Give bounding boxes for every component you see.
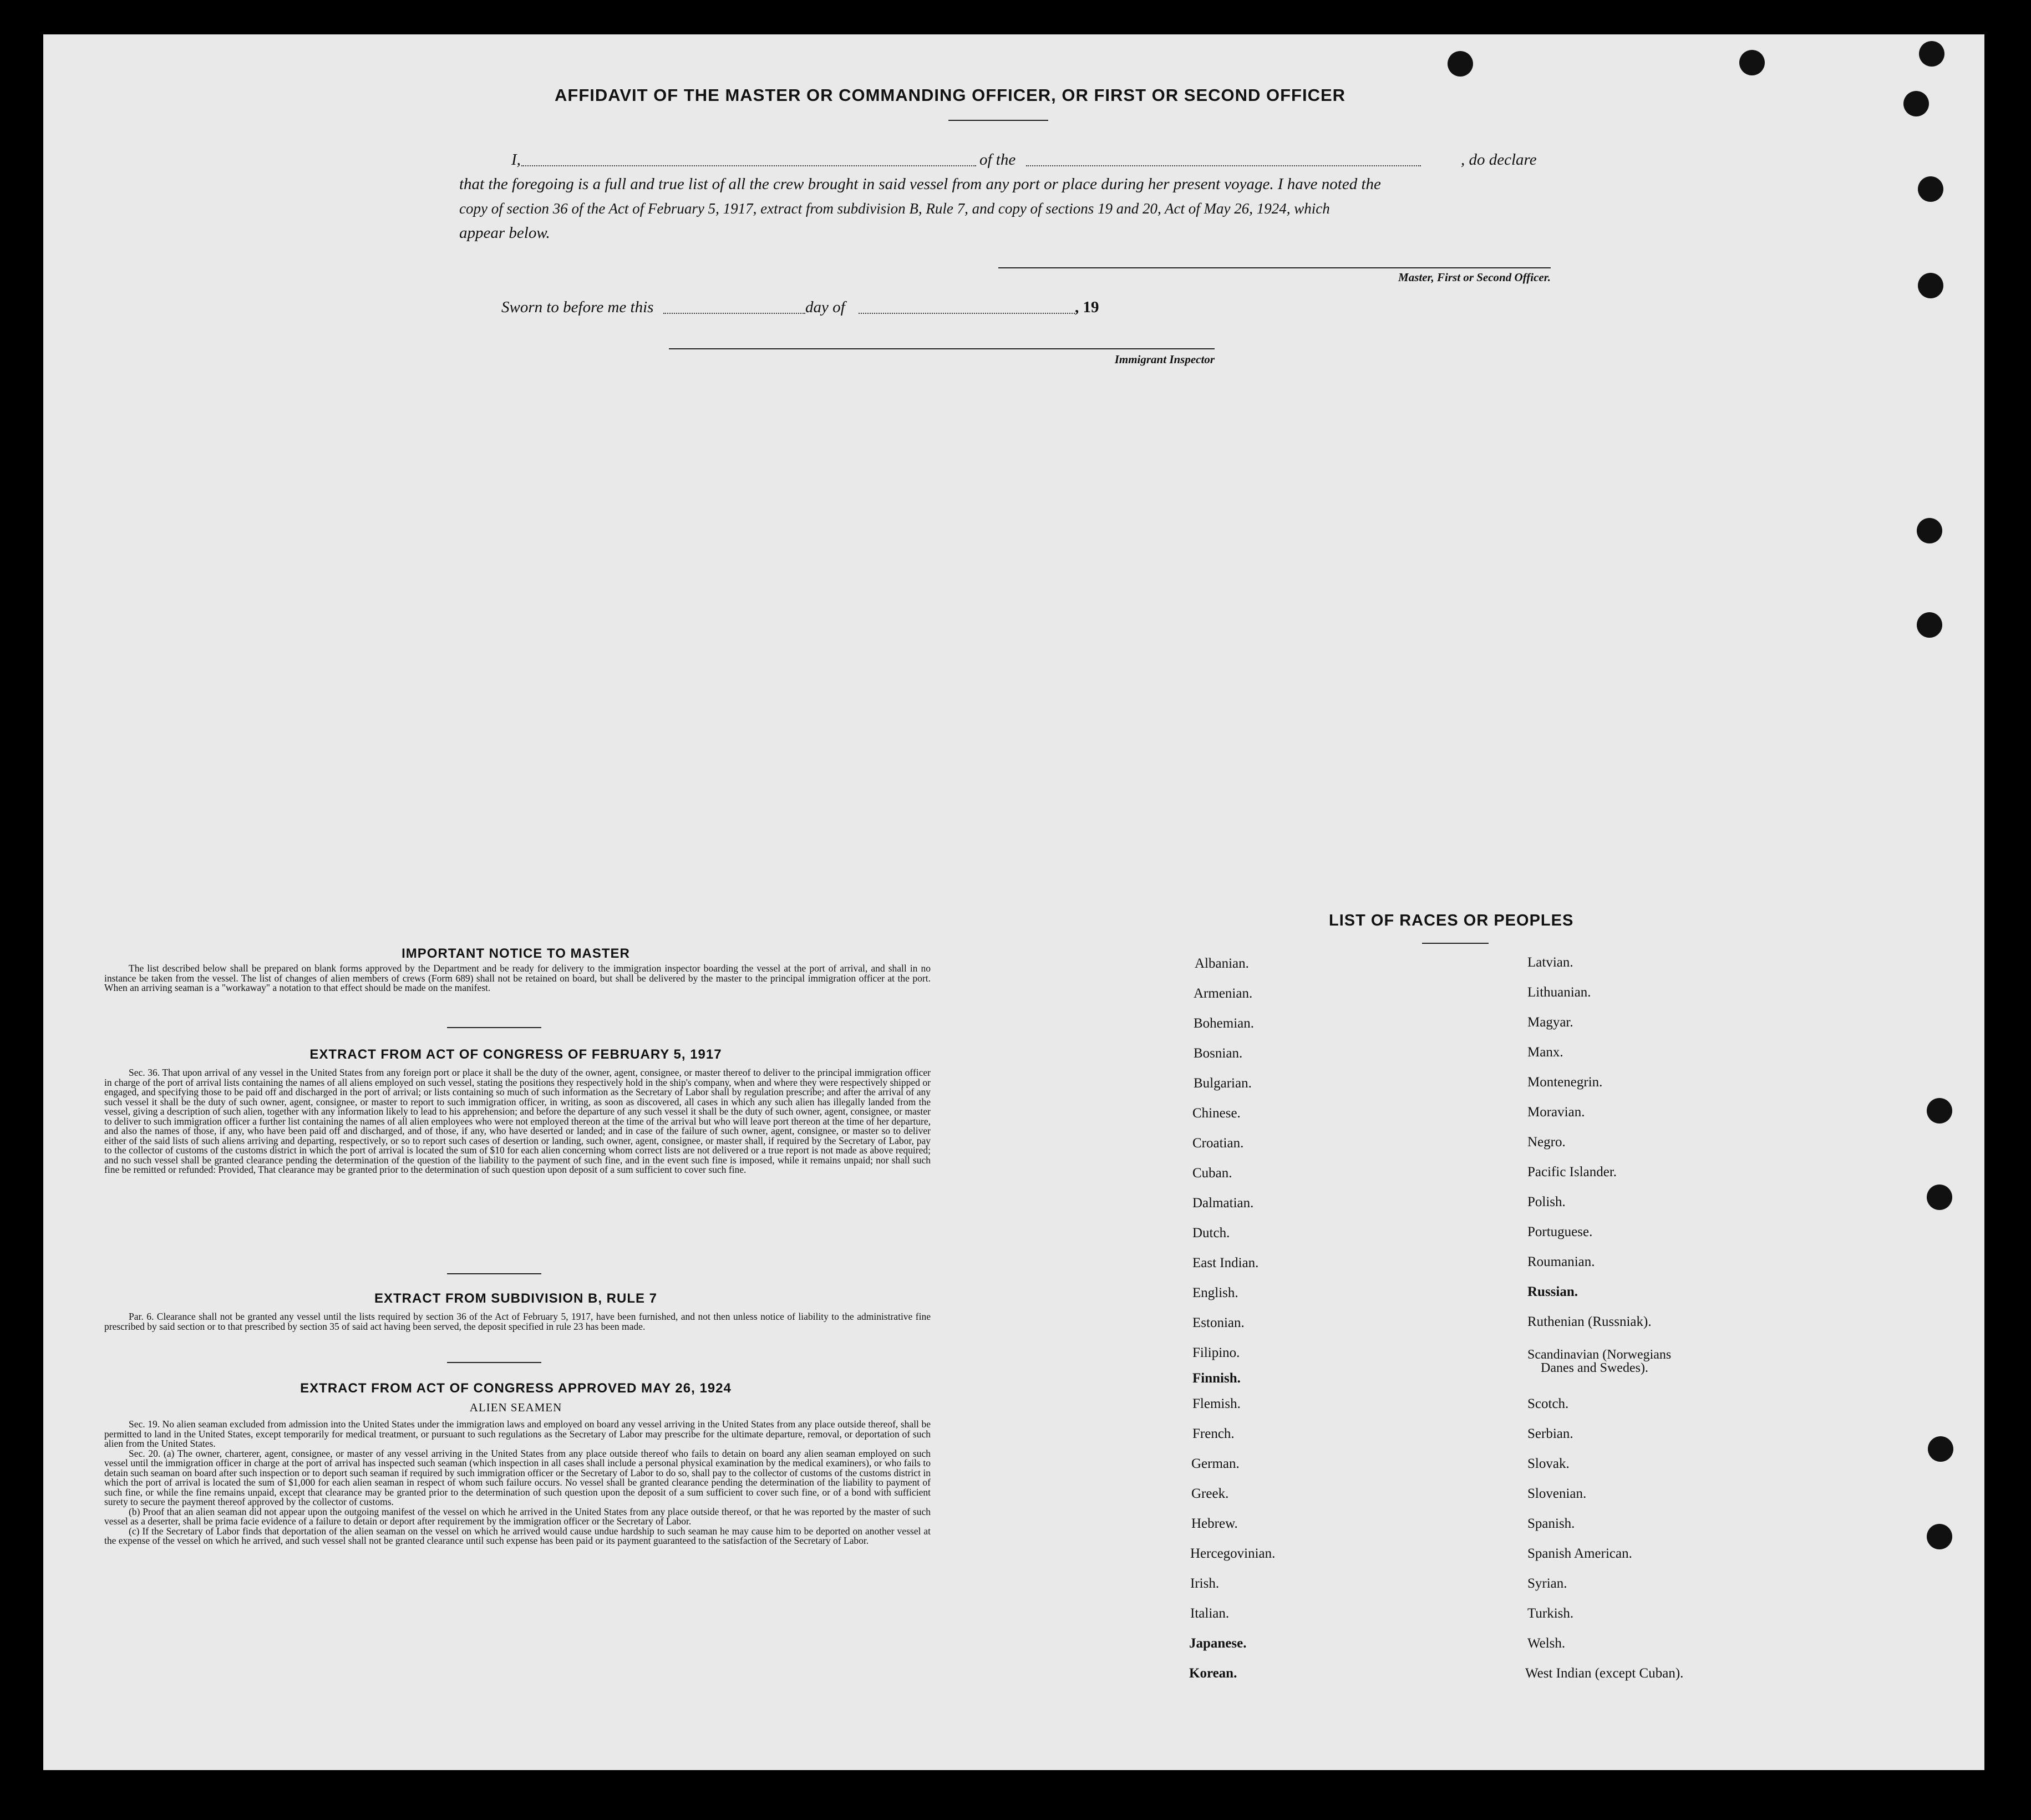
extract-1917-text: Sec. 36. That upon arrival of any vessel in the United States from any foreign port or place it shall be the duty of the owner, agent, consignee, or master thereof to deliver to the principal immigration officer in charge of the port of arrival lists containing the names of all aliens employed on such vessel, stating the positions they respectively hold in the ship's company, when and where they were respectively shipped or engaged, and specifying those to be paid off and discharged in the port of arrival; or lists containing so much of such information as the Secretary of Labor shall by regulation prescribe; and after the arrival of any such vessel it shall be the duty of such owner, agent, consignee, or master to report to such immigration officer, in writing, as soon as discovered, all cases in which any such alien has illegally landed from the vessel, giving a description of such alien, together with any information likely to lead to his apprehension; and before the departure of any such vessel it shall be the duty of such owner, agent, consignee, or master to deliver to such immigration officer a further list containing the names of all alien employees who were not employed thereon at the time of the arrival but who will leave port thereon at the time of her departure, and also the names of those, if any, who have been paid off and discharged, and of those, if any, who have deserted or landed; and in case of the failure of such owner, agent, consignee, or master so to deliver either of the said lists of such aliens arriving and departing, respectively, or so to report such cases of desertion or landing, such owner, agent, consignee, or master shall, if required by the Secretary of Labor, pay to the collector of customs of the customs district in which the port of arrival is located the sum of $10 for each alien concerning whom correct lists are not delivered or a true report is not made as above required; and no such vessel shall be granted clearance pending the determination of the question of the liability to the payment of such fine, and in the event such fine is imposed, while it remains unpaid; nor shall such fine be remitted or refunded: Provided, That clearance may be granted prior to the determination of such question upon deposit of a sum sufficient to cover such fine. bbox=[104, 1067, 931, 1175]
race-item: Turkish. bbox=[1527, 1606, 1574, 1621]
declarant-name-field[interactable] bbox=[521, 165, 976, 166]
races-left-column bbox=[1189, 956, 1470, 1694]
race-item: Roumanian. bbox=[1527, 1254, 1595, 1269]
race-item: French. bbox=[1192, 1426, 1235, 1441]
sworn-month-field[interactable] bbox=[859, 313, 1075, 314]
punch-hole-icon bbox=[1917, 612, 1942, 638]
race-item: Dalmatian. bbox=[1192, 1196, 1254, 1211]
affidavit-title: AFFIDAVIT OF THE MASTER OR COMMANDING OFFICER, OR FIRST OR SECOND OFFICER bbox=[555, 85, 1346, 105]
race-item: Estonian. bbox=[1192, 1315, 1245, 1330]
divider bbox=[447, 1027, 541, 1028]
divider bbox=[447, 1362, 541, 1363]
year-prefix: , 19 bbox=[1075, 298, 1099, 316]
declarant-prefix: I, bbox=[511, 151, 521, 169]
race-item: Dutch. bbox=[1192, 1226, 1230, 1241]
declaration-line-3: copy of section 36 of the Act of February 5, 1917, extract from subdivision B, Rule 7, and copy of sections 19 and 20, Act of May 26, 1924, which bbox=[459, 200, 1330, 217]
race-item: Armenian. bbox=[1194, 986, 1253, 1001]
sec-20a-text: Sec. 20. (a) The owner, charterer, agent, consignee, or master of any vessel arriving in the United States from any place outside thereof who fails to detain on board any alien seaman employed on such vessel until the immigration officer in charge at the port of arrival has inspected such seaman (which inspection in all cases shall include a personal physical examination by the medical examiners), or who fails to detain such seaman on board after such inspection or to deport such seaman if required by such immigration officer or the Secretary of Labor to do so, shall pay to the collector of customs of the customs district in which the port of arrival is located the sum of $1,000 for each alien seaman in respect of whom such failure occurs. No vessel shall be granted clearance pending the determination of the liability to payment of such fine, or while the fine remains unpaid, except that clearance may be granted prior to the determination of such question upon the deposit of a sum sufficient to cover such fine, or of a bond with sufficient surety to secure the payment thereof approved by the collector of customs. bbox=[104, 1447, 931, 1507]
punch-hole-icon bbox=[1739, 50, 1765, 75]
race-item: Bosnian. bbox=[1194, 1046, 1243, 1061]
extract-1924-title: EXTRACT FROM ACT OF CONGRESS APPROVED MAY 26, 1924 bbox=[300, 1381, 732, 1396]
race-item: Albanian. bbox=[1195, 956, 1249, 971]
race-item: Latvian. bbox=[1527, 955, 1573, 970]
day-of-label: day of bbox=[805, 298, 845, 316]
punch-hole-icon bbox=[1918, 176, 1943, 202]
race-item: Italian. bbox=[1190, 1606, 1230, 1621]
inspector-signature-field[interactable] bbox=[669, 348, 1215, 349]
sworn-day-field[interactable] bbox=[663, 313, 805, 314]
race-item: Filipino. bbox=[1192, 1345, 1240, 1360]
sworn-line bbox=[501, 295, 1167, 319]
divider bbox=[447, 1273, 541, 1274]
race-item: Moravian. bbox=[1527, 1105, 1585, 1120]
punch-hole-icon bbox=[1448, 51, 1473, 77]
notice-title: IMPORTANT NOTICE TO MASTER bbox=[402, 946, 630, 961]
race-item: Portuguese. bbox=[1527, 1224, 1593, 1239]
extract-1924-subtitle: ALIEN SEAMEN bbox=[469, 1401, 562, 1414]
of-the-label: of the bbox=[979, 151, 1016, 169]
race-item: Japanese. bbox=[1189, 1636, 1247, 1651]
punch-hole-icon bbox=[1903, 91, 1929, 116]
race-item: Finnish. bbox=[1192, 1371, 1241, 1386]
vessel-name-field[interactable] bbox=[1026, 165, 1421, 166]
extract-1924-body bbox=[104, 1420, 931, 1546]
races-title: LIST OF RACES OR PEOPLES bbox=[1329, 912, 1574, 929]
race-item: Montenegrin. bbox=[1527, 1075, 1603, 1090]
extract-1917-title: EXTRACT FROM ACT OF CONGRESS OF FEBRUARY 5, 1917 bbox=[309, 1047, 722, 1062]
race-item: Scandinavian (Norwegians bbox=[1527, 1348, 1672, 1362]
race-item: Russian. bbox=[1527, 1284, 1578, 1299]
declaration-line-1 bbox=[511, 148, 1554, 172]
race-item: German. bbox=[1191, 1456, 1240, 1471]
race-item: Serbian. bbox=[1527, 1426, 1573, 1441]
race-item: Negro. bbox=[1527, 1135, 1566, 1150]
race-item: Spanish American. bbox=[1527, 1546, 1632, 1561]
race-item: Pacific Islander. bbox=[1527, 1165, 1617, 1180]
punch-hole-icon bbox=[1928, 1436, 1953, 1462]
punch-hole-icon bbox=[1919, 41, 1944, 67]
race-item: Korean. bbox=[1189, 1666, 1237, 1681]
sec-20c-text: (c) If the Secretary of Labor finds that deportation of the alien seaman on the vessel on which he arrived would cause undue hardship to such seaman he may cause him to be deported on another vessel at the expense of the vessel on which he arrived, and such vessel shall not be granted clearance until such expense has been paid or its payment guaranteed to the satisfaction of the Secretary of Labor. bbox=[104, 1525, 931, 1546]
notice-text: The list described below shall be prepared on blank forms approved by the Department and be ready for delivery to the immigration inspector boarding the vessel at the port of arrival, and shall in no instance be taken from the vessel. The list of changes of alien members of crews (Form 689) shall not be retained on board, but shall be delivered by the master to the principal immigration officer at the port. When an arriving seaman is a "workaway" a notation to that effect should be made on the manifest. bbox=[104, 963, 931, 993]
divider bbox=[1422, 943, 1489, 944]
race-item: Syrian. bbox=[1527, 1576, 1567, 1591]
punch-hole-icon bbox=[1927, 1098, 1952, 1123]
race-item: Croatian. bbox=[1192, 1136, 1244, 1151]
declaration-line-2: that the foregoing is a full and true list of all the crew brought in said vessel from any port or place during her present voyage. I have noted the bbox=[459, 175, 1381, 193]
punch-hole-icon bbox=[1918, 273, 1943, 298]
race-item: East Indian. bbox=[1192, 1255, 1259, 1270]
race-item: Hebrew. bbox=[1191, 1516, 1238, 1531]
race-item: Magyar. bbox=[1527, 1015, 1573, 1030]
race-item: Danes and Swedes). bbox=[1541, 1361, 1648, 1375]
master-caption: Master, First or Second Officer. bbox=[1398, 271, 1551, 284]
punch-hole-icon bbox=[1917, 518, 1942, 543]
race-item: Bulgarian. bbox=[1194, 1076, 1252, 1091]
race-item: Slovenian. bbox=[1527, 1486, 1587, 1501]
sworn-label: Sworn to before me this bbox=[501, 298, 654, 316]
inspector-caption: Immigrant Inspector bbox=[1114, 353, 1215, 366]
sec-19-text: Sec. 19. No alien seaman excluded from admission into the United States under the immigration laws and employed on board any vessel arriving in the United States from any place outside thereof, shall be permitted to land in the United States, except temporarily for medical treatment, or pursuant to such regulations as the Secretary of Labor may prescribe for the ultimate departure, removal, or deportation of such alien from the United States. bbox=[104, 1419, 931, 1449]
race-item: Spanish. bbox=[1527, 1516, 1575, 1531]
race-item: Hercegovinian. bbox=[1190, 1546, 1276, 1561]
race-item: Lithuanian. bbox=[1527, 985, 1591, 1000]
punch-hole-icon bbox=[1927, 1524, 1952, 1549]
declaration-line-4: appear below. bbox=[459, 224, 550, 242]
race-item: Greek. bbox=[1191, 1486, 1229, 1501]
race-item: Irish. bbox=[1190, 1576, 1220, 1591]
race-item: English. bbox=[1192, 1285, 1238, 1300]
races-right-column bbox=[1525, 955, 1780, 1692]
race-item: Flemish. bbox=[1192, 1396, 1241, 1411]
divider bbox=[948, 120, 1048, 121]
race-item: Welsh. bbox=[1527, 1636, 1566, 1651]
race-item: Slovak. bbox=[1527, 1456, 1570, 1471]
race-item: Cuban. bbox=[1192, 1166, 1232, 1181]
extract-rule7-text: Par. 6. Clearance shall not be granted any vessel until the lists required by section 36 of the Act of February 5, 1917, have been furnished, and not then unless notice of liability to the administrative fine prescribed by said section or to that prescribed by section 35 of said act having been served, the deposit specified in rule 23 has been made. bbox=[104, 1311, 931, 1332]
race-item: Manx. bbox=[1527, 1045, 1563, 1060]
race-item: Bohemian. bbox=[1194, 1016, 1255, 1031]
race-item: Polish. bbox=[1527, 1194, 1566, 1209]
race-item: Ruthenian (Russniak). bbox=[1527, 1314, 1652, 1329]
extract-rule7-title: EXTRACT FROM SUBDIVISION B, RULE 7 bbox=[374, 1291, 658, 1306]
sec-20b-text: (b) Proof that an alien seaman did not appear upon the outgoing manifest of the vessel on which he arrived in the United States from any place outside thereof, or that he was reported by the master of such vessel as a deserter, shall be prima facie evidence of a failure to detain or deport after requirement by the immigration officer or the Secretary of Labor. bbox=[104, 1506, 931, 1527]
do-declare-label: , do declare bbox=[1461, 151, 1537, 169]
master-signature-field[interactable] bbox=[998, 267, 1551, 268]
race-item: Chinese. bbox=[1192, 1106, 1241, 1121]
punch-hole-icon bbox=[1927, 1184, 1952, 1210]
race-item: Scotch. bbox=[1527, 1396, 1569, 1411]
race-item: West Indian (except Cuban). bbox=[1525, 1666, 1684, 1681]
